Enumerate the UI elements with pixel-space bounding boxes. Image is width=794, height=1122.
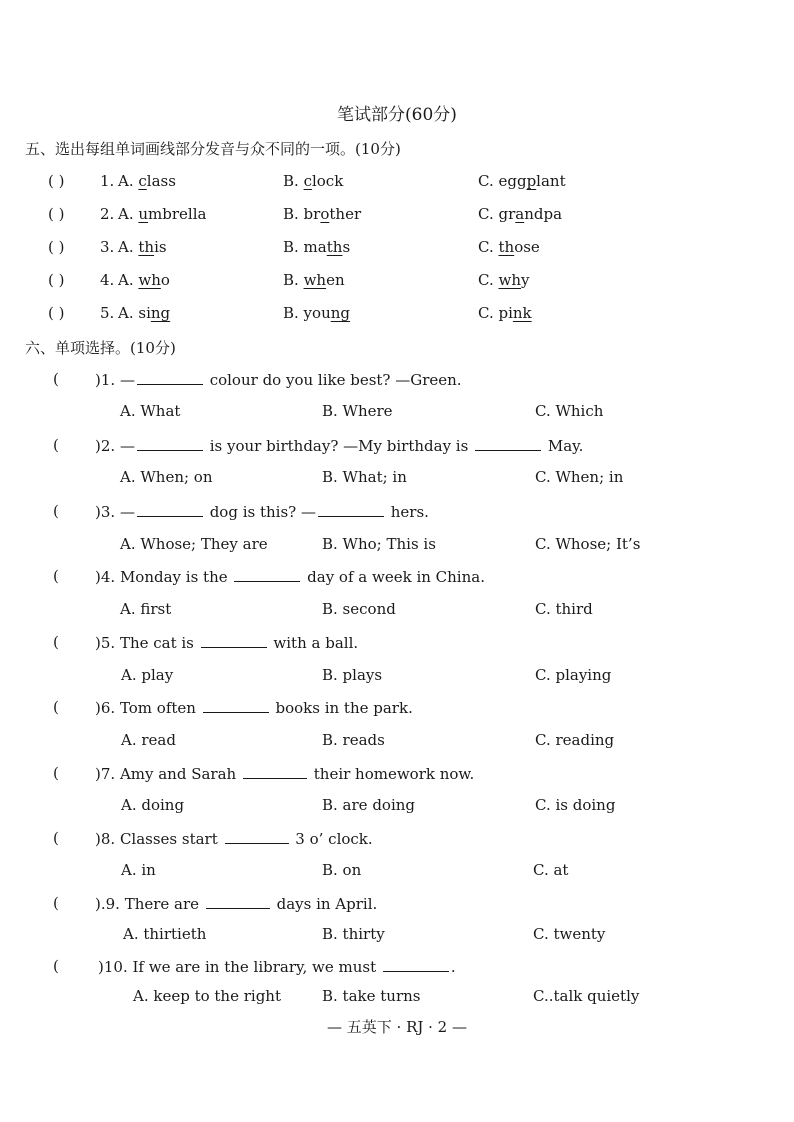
question-text: May. (543, 437, 584, 455)
answer-parenthesis[interactable]: ( ) (48, 172, 65, 190)
question-number: 3. (100, 238, 115, 256)
question-text: Amy and Sarah (119, 765, 241, 783)
option-c[interactable]: C. Which (535, 402, 604, 420)
option-a[interactable]: A. read (121, 731, 176, 749)
option-a (118, 172, 176, 190)
word-underlined-part: wh (138, 271, 161, 289)
word-prefix: A. (118, 271, 139, 289)
option-c (478, 271, 529, 289)
word-suffix: lock (311, 172, 344, 190)
word-prefix: A. (118, 205, 139, 223)
answer-parenthesis[interactable]: ( (53, 698, 59, 716)
question-text: 3 o’ clock. (290, 830, 373, 848)
answer-parenthesis[interactable]: ( ) (48, 304, 65, 322)
word-prefix: A. (118, 238, 139, 256)
word-underlined-part: u (138, 205, 149, 223)
option-b[interactable]: B. Where (322, 402, 393, 420)
option-b (283, 205, 361, 223)
question-text: There are (124, 895, 204, 913)
word-prefix: A. si (118, 304, 151, 322)
word-underlined-part: c (303, 172, 312, 190)
word-prefix: C. (478, 271, 499, 289)
answer-blank[interactable] (475, 436, 541, 451)
word-suffix: mbrella (148, 205, 207, 223)
option-c[interactable]: C. When; in (535, 468, 624, 486)
option-c[interactable]: C. is doing (535, 796, 616, 814)
option-a[interactable]: A. thirtieth (123, 925, 207, 943)
question-text: books in the park. (270, 699, 413, 717)
question-number: 4. (100, 271, 115, 289)
option-b[interactable]: B. second (322, 600, 396, 618)
question-stem (95, 370, 462, 389)
question-stem (95, 502, 429, 521)
question-number: )10. (98, 958, 133, 976)
word-prefix: B. you (283, 304, 331, 322)
word-underlined-part: nk (512, 304, 532, 322)
option-a[interactable]: A. When; on (120, 468, 213, 486)
option-a[interactable]: A. Whose; They are (120, 535, 268, 553)
word-underlined-part: c (138, 172, 147, 190)
question-number: ).9. (95, 895, 125, 913)
question-text: dog is this? — (204, 503, 316, 521)
option-b[interactable]: B. Who; This is (322, 535, 436, 553)
word-underlined-part: th (498, 238, 515, 256)
answer-blank[interactable] (243, 764, 307, 779)
answer-parenthesis[interactable]: ( (53, 957, 59, 975)
answer-parenthesis[interactable]: ( (53, 502, 59, 520)
option-b (283, 304, 350, 322)
option-c[interactable]: C. twenty (533, 925, 606, 943)
question-number: )7. (95, 765, 120, 783)
question-text: — (119, 371, 135, 389)
question-text: colour do you like best? —Green. (204, 371, 462, 389)
option-a[interactable]: A. first (120, 600, 172, 618)
question-number: )5. (95, 634, 120, 652)
question-stem (95, 698, 413, 717)
answer-parenthesis[interactable]: ( (53, 894, 59, 912)
option-c[interactable]: C. playing (535, 666, 612, 684)
option-b[interactable]: B. plays (322, 666, 383, 684)
answer-blank[interactable] (137, 502, 203, 517)
option-c[interactable]: C. Whose; It’s (535, 535, 641, 553)
question-text: hers. (385, 503, 429, 521)
word-suffix: ose (514, 238, 540, 256)
word-suffix: ndpa (524, 205, 563, 223)
option-b (283, 271, 345, 289)
page-title: 笔试部分(60分) (337, 105, 457, 125)
word-suffix: ther (329, 205, 362, 223)
question-text: is your birthday? —My birthday is (204, 437, 474, 455)
question-text: days in April. (271, 895, 378, 913)
word-suffix: s (342, 238, 351, 256)
question-number: )6. (95, 699, 120, 717)
word-prefix: B. ma (283, 238, 327, 256)
word-prefix: C. gr (478, 205, 516, 223)
option-a[interactable]: A. play (121, 666, 174, 684)
answer-parenthesis[interactable]: ( (53, 633, 59, 651)
word-prefix: A. (118, 172, 139, 190)
word-suffix: is (154, 238, 167, 256)
option-c[interactable]: C..talk quietly (533, 987, 640, 1005)
option-b (283, 238, 350, 256)
word-underlined-part: wh (303, 271, 327, 289)
word-suffix: en (326, 271, 345, 289)
answer-parenthesis[interactable]: ( (53, 370, 59, 388)
word-suffix: y (520, 271, 530, 289)
answer-blank[interactable] (234, 567, 300, 582)
word-underlined-part: th (326, 238, 343, 256)
option-b[interactable]: B. take turns (322, 987, 421, 1005)
question-number: )3. (95, 503, 120, 521)
answer-parenthesis[interactable]: ( ) (48, 205, 65, 223)
question-stem (95, 436, 583, 455)
option-c (478, 238, 540, 256)
question-stem (95, 633, 358, 652)
answer-parenthesis[interactable]: ( (53, 436, 59, 454)
word-suffix: o (160, 271, 170, 289)
question-text: their homework now. (308, 765, 475, 783)
answer-blank[interactable] (206, 894, 270, 909)
word-prefix: C. pi (478, 304, 513, 322)
question-text: Classes start (119, 830, 223, 848)
question-number: 5. (100, 304, 115, 322)
question-text: If we are in the library, we must (132, 958, 381, 976)
question-number: 1. (100, 172, 115, 190)
option-c (478, 172, 566, 190)
answer-parenthesis[interactable]: ( (53, 829, 59, 847)
word-suffix: lant (536, 172, 566, 190)
option-c[interactable]: C. third (535, 600, 593, 618)
answer-blank[interactable] (225, 829, 289, 844)
answer-blank[interactable] (137, 436, 203, 451)
word-underlined-part: p (526, 172, 537, 190)
option-a[interactable]: A. doing (121, 796, 185, 814)
question-text: Monday is the (119, 568, 233, 586)
answer-blank[interactable] (318, 502, 384, 517)
question-stem (95, 567, 485, 586)
option-b (283, 172, 343, 190)
option-b[interactable]: B. are doing (322, 796, 416, 814)
option-c[interactable]: C. reading (535, 731, 615, 749)
option-a[interactable]: A. in (121, 861, 156, 879)
option-b[interactable]: B. What; in (322, 468, 407, 486)
question-stem (98, 957, 456, 976)
question-number: )8. (95, 830, 120, 848)
word-underlined-part: th (138, 238, 155, 256)
question-text: . (450, 958, 456, 976)
word-prefix: C. (478, 238, 499, 256)
question-text: day of a week in China. (302, 568, 485, 586)
answer-blank[interactable] (383, 957, 449, 972)
question-number: )2. (95, 437, 120, 455)
word-prefix: C. egg (478, 172, 527, 190)
question-stem (95, 764, 474, 783)
question-stem (95, 829, 373, 848)
word-prefix: B. (283, 172, 304, 190)
word-prefix: B. br (283, 205, 321, 223)
answer-parenthesis[interactable]: ( (53, 764, 59, 782)
option-c (478, 304, 532, 322)
answer-blank[interactable] (201, 633, 267, 648)
answer-parenthesis[interactable]: ( ) (48, 238, 65, 256)
word-underlined-part: a (515, 205, 525, 223)
answer-parenthesis[interactable]: ( ) (48, 271, 65, 289)
section-5-heading: 五、选出每组单词画线部分发音与众不同的一项。(10分) (25, 140, 401, 158)
option-a (118, 304, 170, 322)
question-number: )1. (95, 371, 120, 389)
question-number: 2. (100, 205, 115, 223)
word-prefix: B. (283, 271, 304, 289)
page-footer: — 五英下 · RJ · 2 — (327, 1018, 467, 1036)
word-underlined-part: o (320, 205, 330, 223)
answer-parenthesis[interactable]: ( (53, 567, 59, 585)
option-c[interactable]: C. at (533, 861, 569, 879)
word-underlined-part: ng (150, 304, 171, 322)
word-underlined-part: ng (330, 304, 350, 322)
question-text: — (119, 503, 135, 521)
question-text: — (119, 437, 135, 455)
question-text: with a ball. (268, 634, 359, 652)
word-underlined-part: wh (498, 271, 521, 289)
option-a (118, 238, 167, 256)
answer-blank[interactable] (137, 370, 203, 385)
option-b[interactable]: B. on (322, 861, 362, 879)
option-a (118, 271, 170, 289)
option-b[interactable]: B. reads (322, 731, 385, 749)
option-a (118, 205, 206, 223)
option-a[interactable]: A. What (120, 402, 181, 420)
section-6-heading: 六、单项选择。(10分) (25, 339, 176, 357)
question-number: )4. (95, 568, 120, 586)
question-text: Tom often (119, 699, 201, 717)
option-c (478, 205, 562, 223)
option-a[interactable]: A. keep to the right (133, 987, 282, 1005)
question-text: The cat is (119, 634, 199, 652)
option-b[interactable]: B. thirty (322, 925, 385, 943)
word-suffix: lass (146, 172, 176, 190)
question-stem (95, 894, 377, 913)
answer-blank[interactable] (203, 698, 269, 713)
